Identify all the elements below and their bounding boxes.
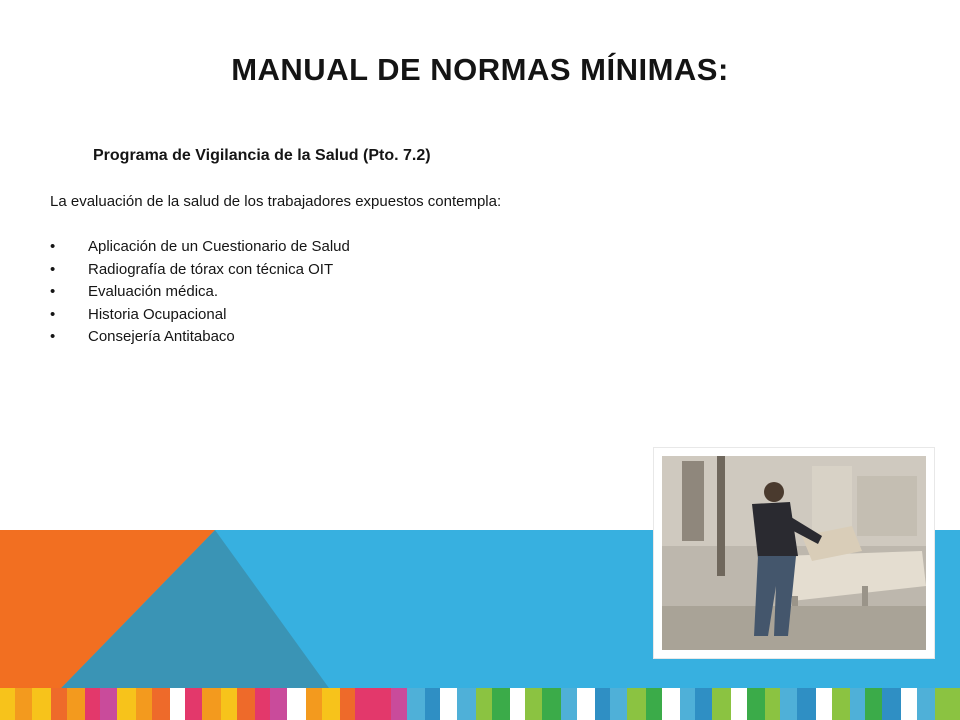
bullet-icon: • bbox=[50, 238, 56, 255]
color-stripe bbox=[185, 688, 202, 720]
list-item-text: Evaluación médica. bbox=[88, 283, 219, 300]
list-item bbox=[50, 281, 350, 304]
color-stripe bbox=[372, 688, 391, 720]
photo-frame bbox=[654, 448, 934, 658]
color-stripes bbox=[0, 688, 960, 720]
list-item-text: Consejería Antitabaco bbox=[88, 328, 235, 345]
color-stripe bbox=[595, 688, 610, 720]
color-stripe bbox=[322, 688, 340, 720]
color-stripe bbox=[816, 688, 832, 720]
color-stripe bbox=[865, 688, 882, 720]
color-stripe bbox=[440, 688, 457, 720]
color-stripe bbox=[306, 688, 322, 720]
color-stripe bbox=[255, 688, 270, 720]
color-stripe bbox=[577, 688, 595, 720]
list-item-text: Aplicación de un Cuestionario de Salud bbox=[88, 238, 350, 255]
slide-subtitle: Programa de Vigilancia de la Salud (Pto. 7.2) bbox=[93, 147, 431, 164]
color-stripe bbox=[15, 688, 32, 720]
color-stripe bbox=[901, 688, 917, 720]
color-stripe bbox=[32, 688, 51, 720]
color-stripe bbox=[561, 688, 577, 720]
intro-text: La evaluación de la salud de los trabajadores expuestos contempla: bbox=[50, 193, 502, 210]
list-item bbox=[50, 259, 350, 282]
color-stripe bbox=[680, 688, 695, 720]
color-stripe bbox=[202, 688, 221, 720]
color-stripe bbox=[136, 688, 152, 720]
color-stripe bbox=[407, 688, 425, 720]
bullet-icon: • bbox=[50, 260, 56, 278]
color-stripe bbox=[67, 688, 85, 720]
color-stripe bbox=[340, 688, 355, 720]
color-stripe bbox=[525, 688, 542, 720]
color-stripe bbox=[731, 688, 747, 720]
color-stripe bbox=[237, 688, 255, 720]
bullet-icon: • bbox=[50, 283, 56, 300]
color-stripe bbox=[832, 688, 850, 720]
color-stripe bbox=[85, 688, 100, 720]
color-stripe bbox=[610, 688, 627, 720]
color-stripe bbox=[542, 688, 561, 720]
color-stripe bbox=[747, 688, 765, 720]
bullet-icon: • bbox=[50, 328, 56, 345]
list-item-text: Historia Ocupacional bbox=[88, 305, 227, 323]
color-stripe bbox=[917, 688, 935, 720]
color-stripe bbox=[510, 688, 525, 720]
color-stripe bbox=[882, 688, 901, 720]
color-stripe bbox=[765, 688, 780, 720]
color-stripe bbox=[476, 688, 492, 720]
color-stripe bbox=[627, 688, 646, 720]
color-stripe bbox=[850, 688, 865, 720]
color-stripe bbox=[425, 688, 440, 720]
color-stripe bbox=[391, 688, 407, 720]
color-stripe bbox=[780, 688, 797, 720]
list-item bbox=[50, 304, 350, 327]
color-stripe bbox=[712, 688, 731, 720]
color-stripe bbox=[287, 688, 306, 720]
list-item-text: Radiografía de tórax con técnica OIT bbox=[88, 260, 334, 278]
bullet-list bbox=[50, 236, 350, 349]
color-stripe bbox=[355, 688, 372, 720]
color-stripe bbox=[457, 688, 476, 720]
color-stripe bbox=[797, 688, 816, 720]
color-stripe bbox=[270, 688, 287, 720]
color-stripe bbox=[100, 688, 117, 720]
color-stripe bbox=[492, 688, 510, 720]
slide-title: MANUAL DE NORMAS MÍNIMAS: bbox=[231, 52, 729, 87]
bullet-icon: • bbox=[50, 305, 56, 323]
color-stripe bbox=[695, 688, 712, 720]
color-stripe bbox=[170, 688, 185, 720]
color-stripe bbox=[221, 688, 237, 720]
list-item bbox=[50, 326, 350, 349]
color-stripe bbox=[0, 688, 15, 720]
color-stripe bbox=[935, 688, 960, 720]
color-stripe bbox=[662, 688, 680, 720]
color-stripe bbox=[51, 688, 67, 720]
worker-photo bbox=[662, 456, 926, 650]
color-stripe bbox=[152, 688, 170, 720]
color-stripe bbox=[117, 688, 136, 720]
list-item bbox=[50, 236, 350, 259]
color-stripe bbox=[646, 688, 662, 720]
